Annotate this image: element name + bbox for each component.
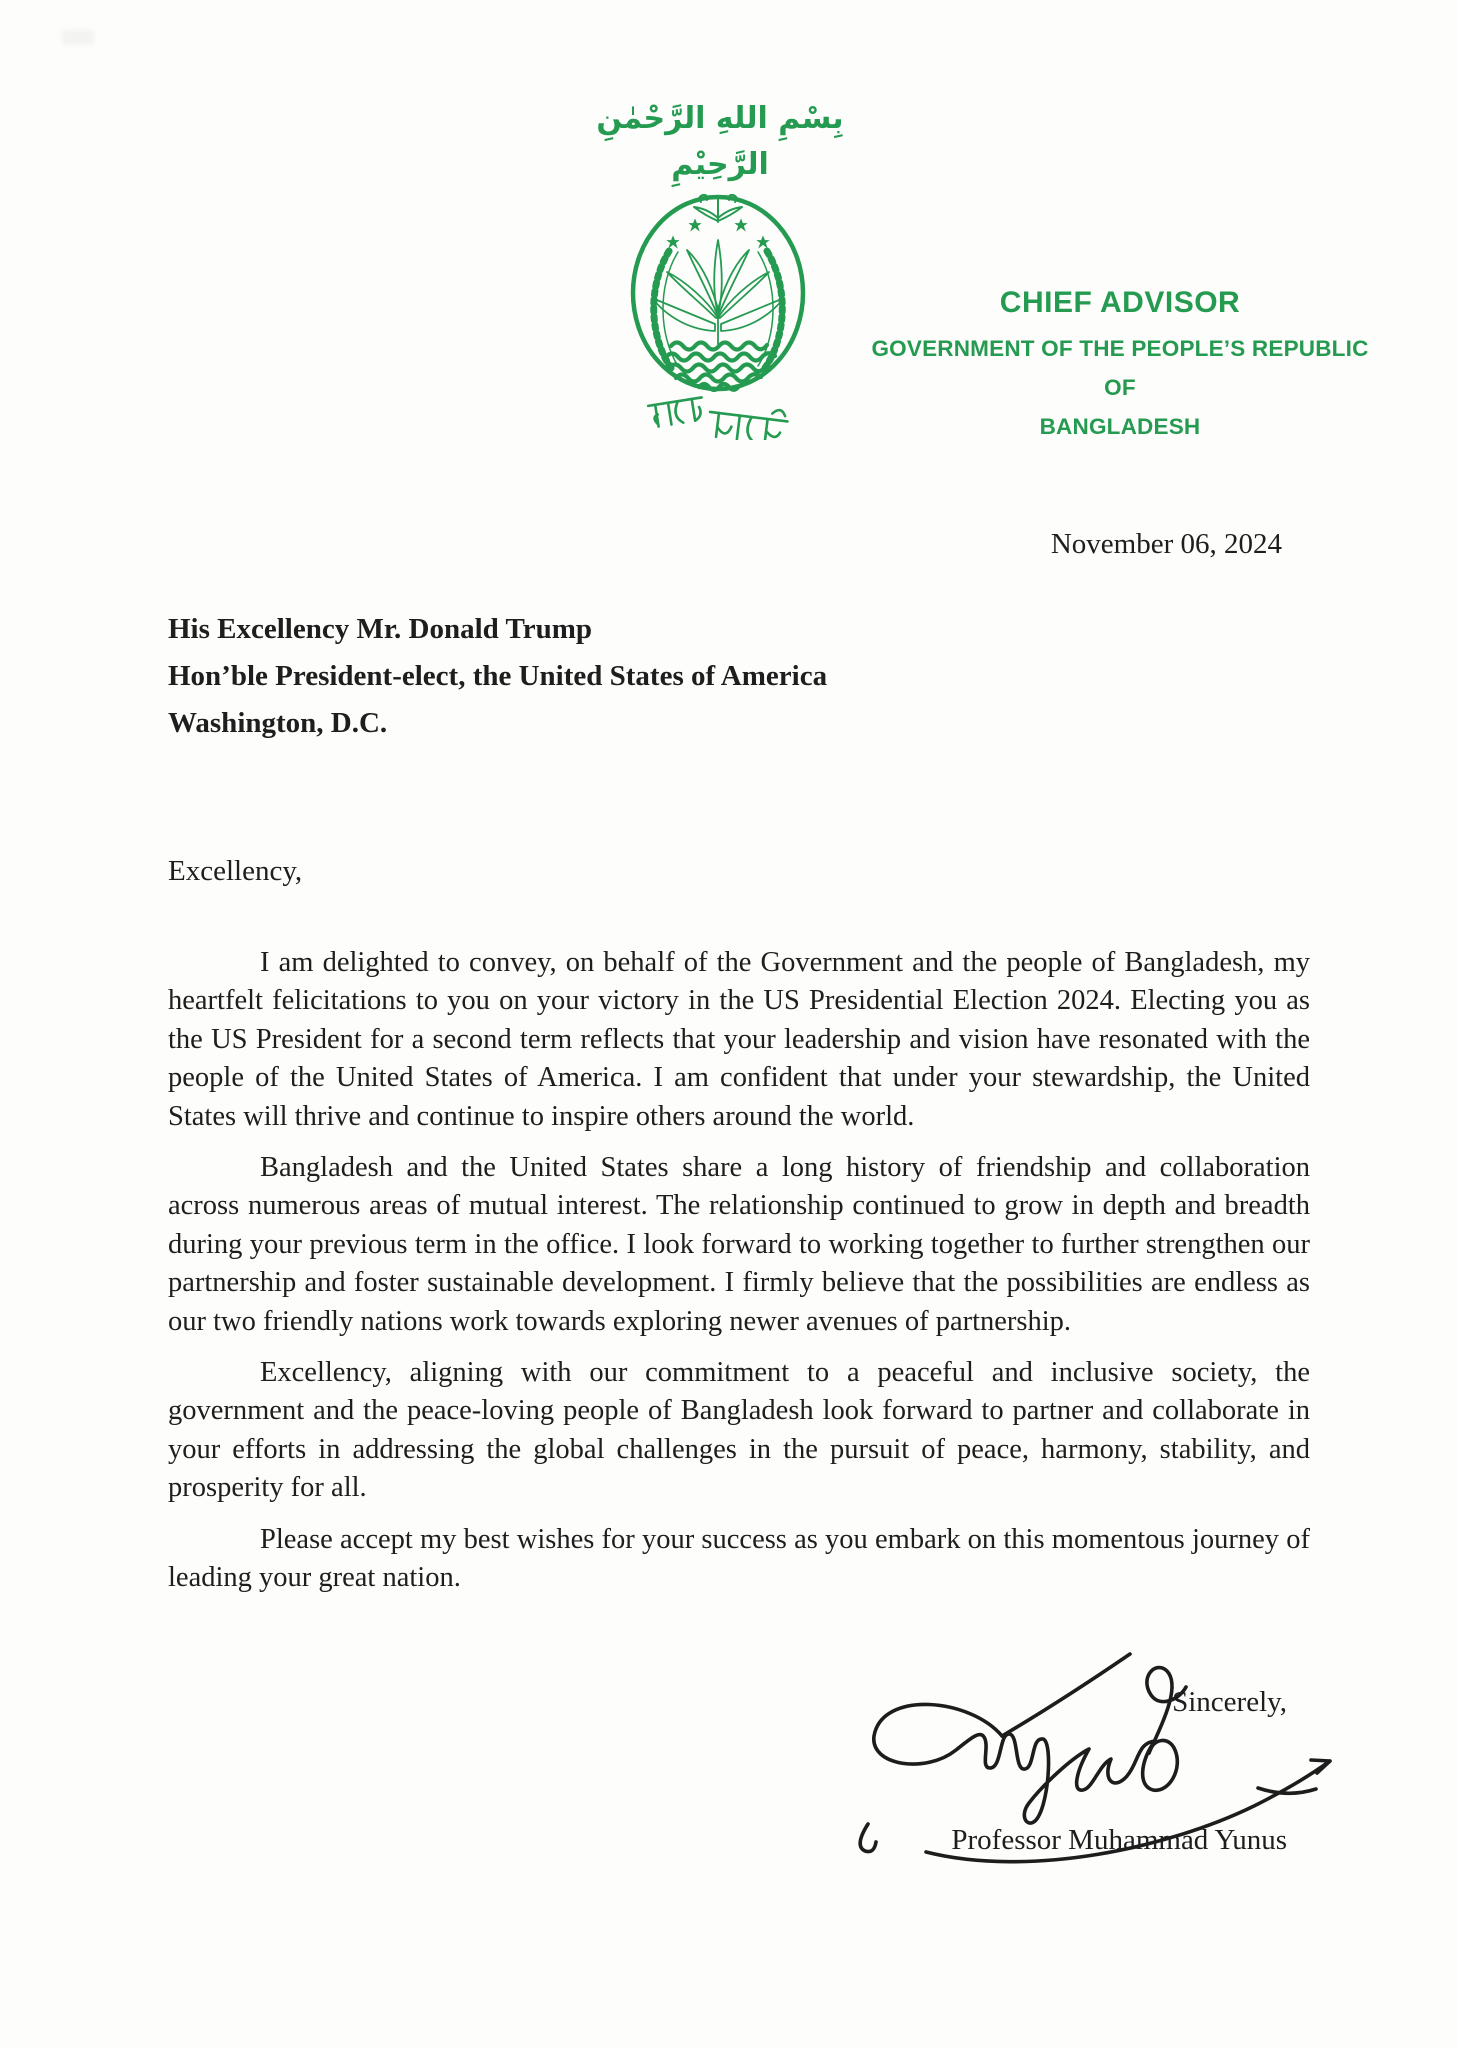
letterhead-title-block bbox=[868, 286, 1372, 446]
bismillah-calligraphy: بِسْمِ اللهِ الرَّحْمٰنِ الرَّحِيْمِ bbox=[596, 101, 844, 182]
emblem-caption-bengali-text bbox=[623, 440, 624, 441]
government-line-2: BANGLADESH bbox=[1039, 414, 1201, 439]
closing-word: Sincerely, bbox=[1172, 1686, 1287, 1718]
water-lily bbox=[652, 240, 784, 344]
letter-date: November 06, 2024 bbox=[1050, 528, 1282, 560]
emblem-graphic bbox=[623, 188, 813, 440]
bangladesh-national-emblem bbox=[623, 188, 813, 440]
scan-smudge bbox=[62, 30, 94, 45]
emblem-caption-calligraphy bbox=[648, 397, 788, 440]
recipient-title: Hon’ble President-elect, the United States of America bbox=[168, 660, 828, 692]
salutation: Excellency, bbox=[168, 855, 303, 887]
letter-body bbox=[168, 944, 1310, 1611]
office-title: CHIEF ADVISOR bbox=[999, 286, 1241, 319]
paragraph-1: I am delighted to convey, on behalf of the Government and the people of Bangladesh, my heartfelt felicitations to you on your victory in the US Presidential Election 2024. Electing you as the US President for a second term reflects that your leadership and vision have resonated with the people of the United States of America. I am confident that under your stewardship, the United States will thrive and continue to inspire others around the world. bbox=[168, 947, 1310, 1132]
government-line-1: GOVERNMENT OF THE PEOPLE’S REPUBLIC OF bbox=[871, 336, 1369, 400]
recipient-name: His Excellency Mr. Donald Trump bbox=[168, 613, 593, 645]
paragraph-3: Excellency, aligning with our commitment to a peaceful and inclusive society, the government and the peace-loving people of Bangladesh look forward to partner and collaborate in your efforts in addressing the global challenges in the pursuit of peace, harmony, stability, and prosperity for all. bbox=[168, 1357, 1310, 1504]
paragraph-4: Please accept my best wishes for your success as you embark on this momentous journey of leading your great nation. bbox=[168, 1523, 1310, 1594]
signer-name: Professor Muhammad Yunus bbox=[951, 1824, 1287, 1856]
recipient-block bbox=[168, 606, 827, 747]
paragraph-2: Bangladesh and the United States share a long history of friendship and collaboration across numerous areas of mutual interest. The relationship continued to grow in depth and breadth during your previous term in the office. I look forward to working together to further strengthen our partnership and foster sustainable development. I firmly believe that the possibilities are endless as our two friendly nations work towards exploring newer avenues of partnership. bbox=[168, 1152, 1310, 1337]
recipient-location: Washington, D.C. bbox=[168, 707, 388, 739]
